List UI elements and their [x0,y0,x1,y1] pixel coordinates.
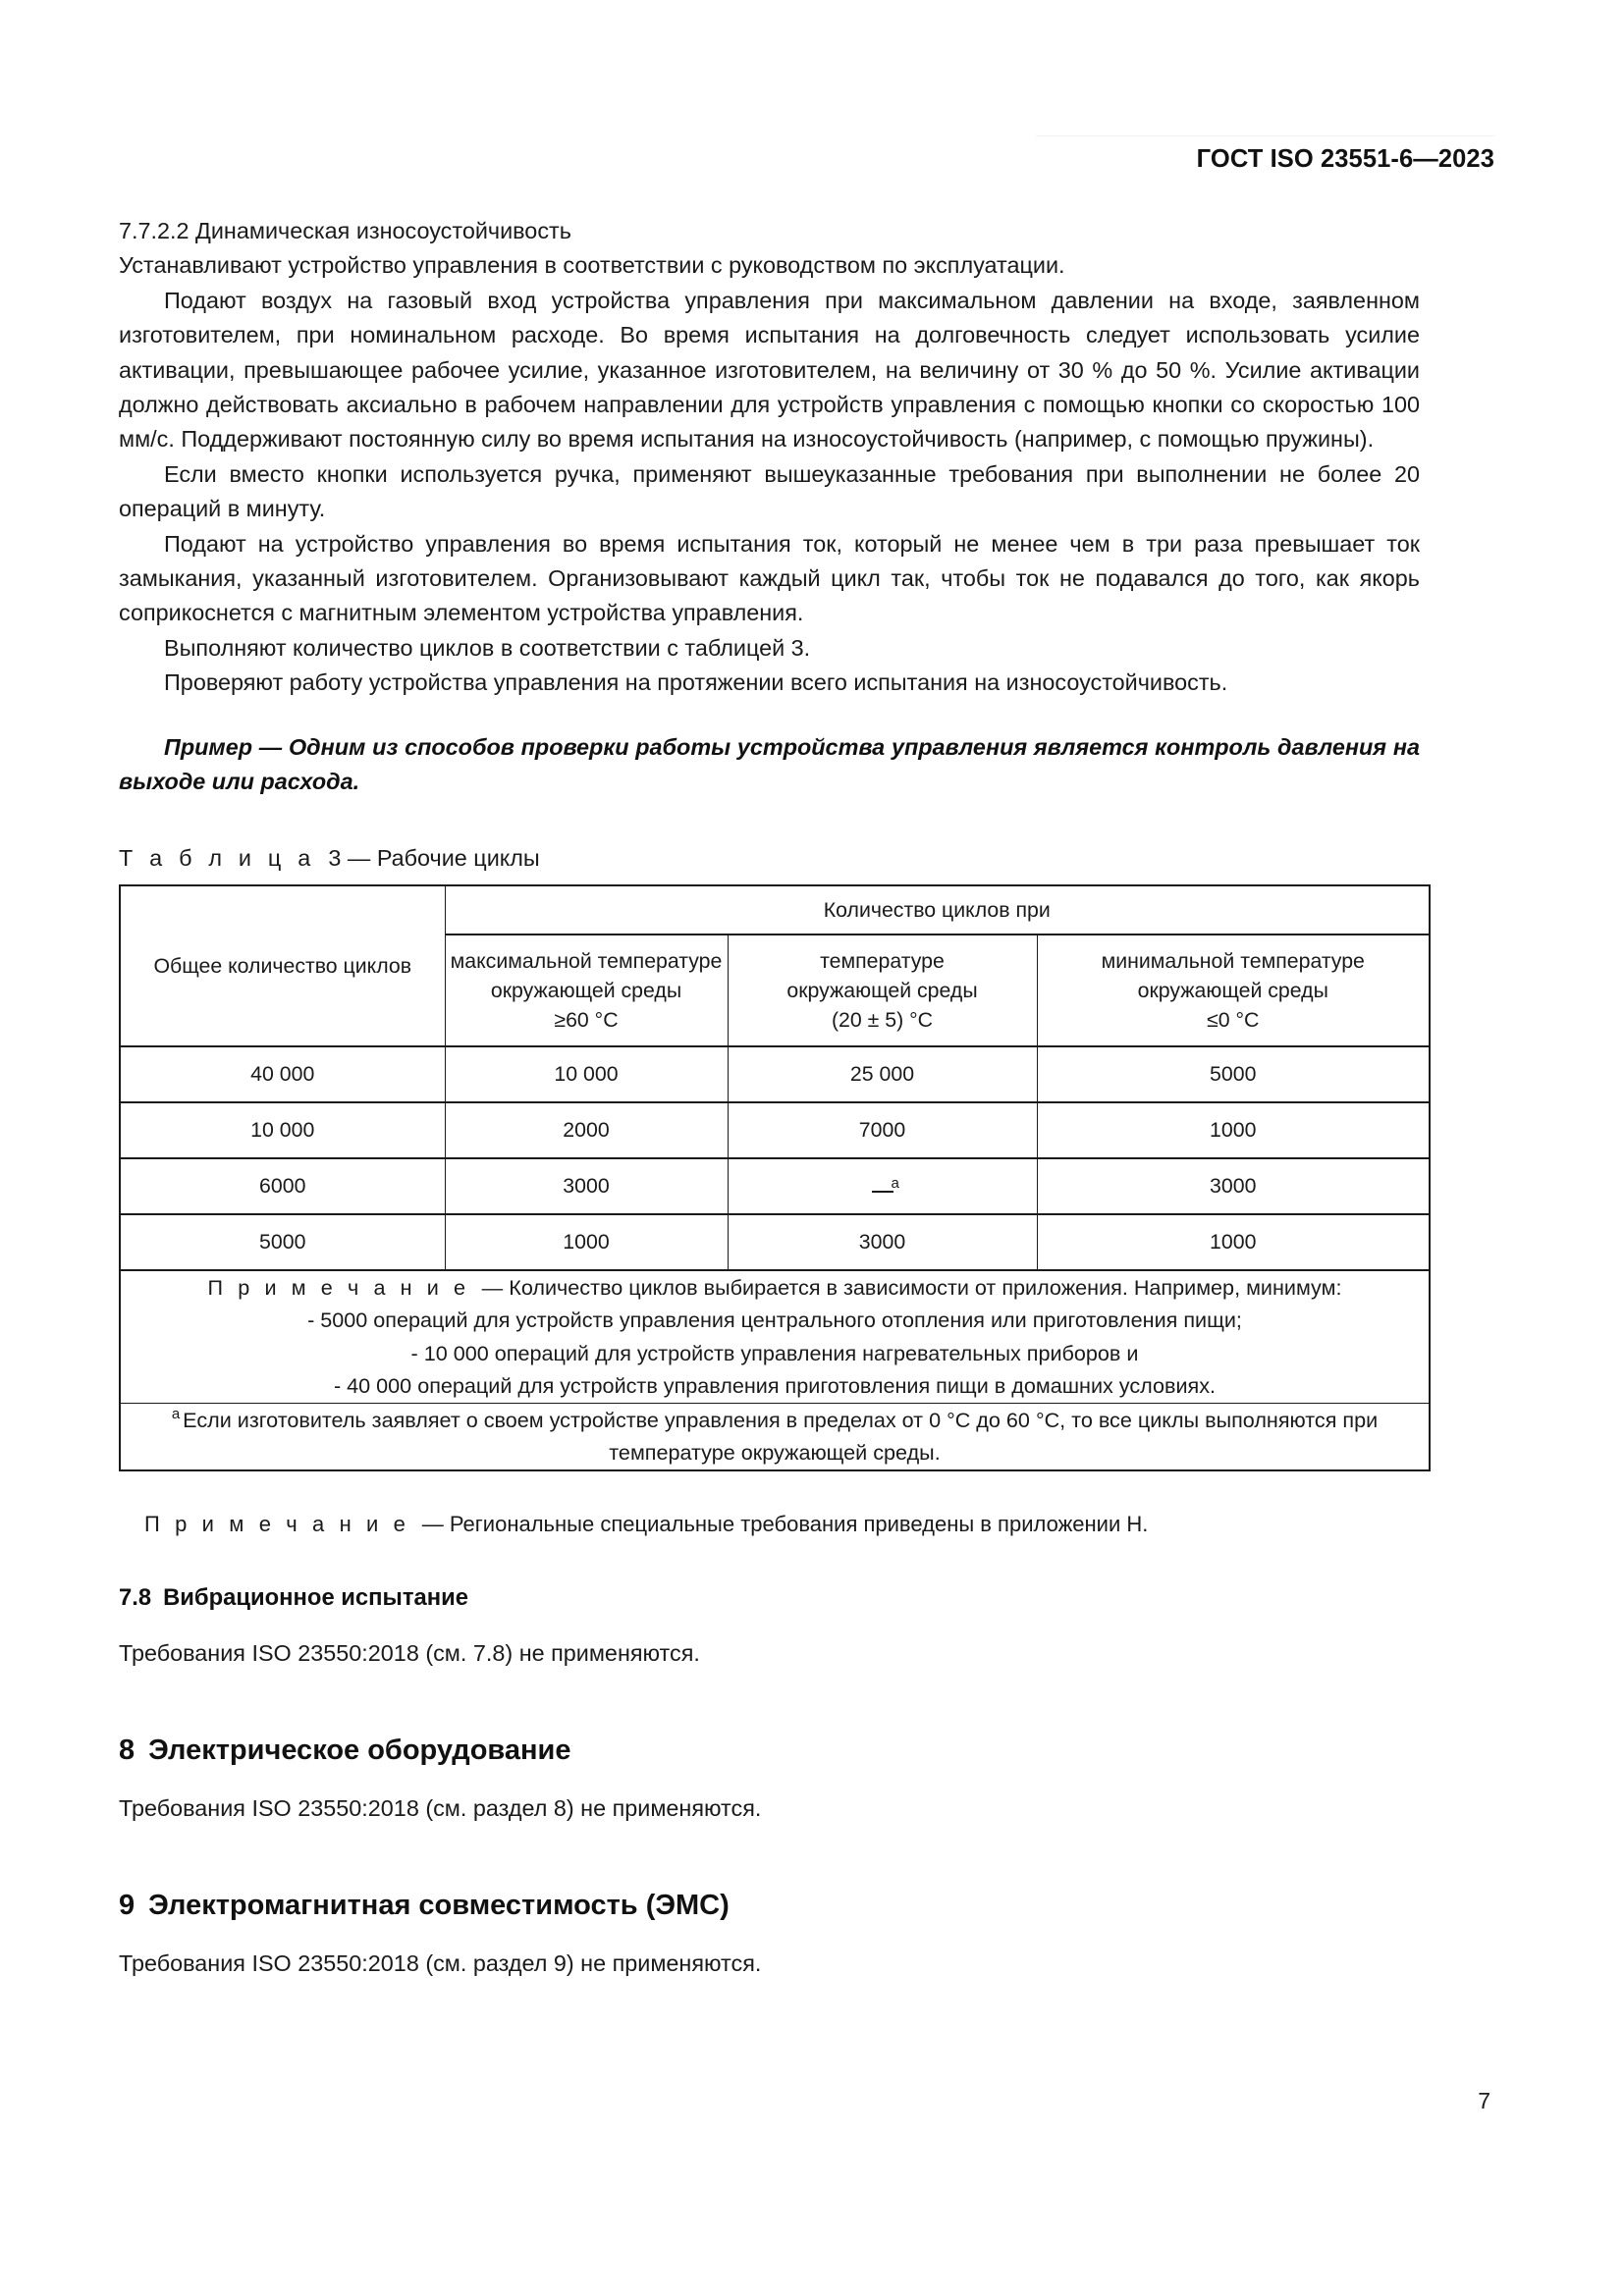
cell-total-cycles: 40 000 [120,1046,445,1102]
table-note-items [121,1304,1429,1403]
cell-min-temp: 3000 [1037,1158,1430,1214]
table-row [120,1102,1430,1158]
subsection-number: 7.8 [119,1583,152,1611]
note-after-table [119,1471,1420,1540]
table-row [120,1214,1430,1270]
list-item: - 40 000 операций для устройств управления приготовления пищи в домашних условиях. [333,1373,1217,1398]
clause-heading-7-7-2-2: 7.7.2.2 Динамическая износоустойчивость [119,218,571,243]
table-header-row-group [120,885,1430,934]
table-note-row [120,1270,1430,1404]
list-item: - 10 000 операций для устройств управления нагревательных приборов и [410,1340,1139,1365]
note-after-dash: — [421,1511,444,1536]
section-8-text: Требования ISO 23550:2018 (см. раздел 8) не применяются. [119,1794,762,1821]
note-after-label: П р и м е ч а н и е [144,1511,410,1536]
example-note: Пример — Одним из способов проверки работы устройства управления является контроль давления на выходе или расхода. [119,733,1420,795]
cell-max-temp: 3000 [445,1158,728,1214]
cell-min-temp: 5000 [1037,1046,1430,1102]
table-note-dash: — [481,1274,504,1300]
standard-identifier: ГОСТ ISO 23551-6—2023 [1196,145,1494,173]
cell-max-temp: 2000 [445,1102,728,1158]
table-caption-dash: — [347,844,371,871]
cell-max-temp: 1000 [445,1214,728,1270]
subsection-heading-7-8 [119,1540,1420,1614]
section-number: 8 [119,1734,135,1766]
cell-total-cycles: 10 000 [120,1102,445,1158]
paragraph-verify-operation: Проверяют работу устройства управления на протяжении всего испытания на износоустойчивость. [164,669,1228,696]
page-content [119,214,1420,1982]
table-note [120,1270,1430,1404]
max-temp-line-1: максимальной температуре [450,948,723,973]
cell-ambient: 25 000 [728,1046,1037,1102]
min-temp-line-3: ≤0 °C [1207,1007,1260,1032]
ambient-temp-line-3: (20 ± 5) °C [831,1007,934,1032]
max-temp-line-3: ≥60 °C [554,1007,619,1032]
footnote-marker-a: a [171,1406,181,1423]
cell-total-cycles: 6000 [120,1158,445,1214]
table-header-group-cycles-at: Количество циклов при [445,885,1430,934]
table-header-min-temp [1037,934,1430,1046]
footnote-text: Если изготовитель заявляет о своем устройстве управления в пределах от 0 °C до 60 °C, то все циклы выполняются при температуре окружающей среды. [183,1407,1379,1465]
max-temp-line-2: окружающей среды [490,978,682,1002]
cell-ambient: 3000 [728,1214,1037,1270]
cell-ambient-not-applicable [728,1158,1037,1214]
footnote-marker-a: a [891,1175,899,1193]
section-number: 9 [119,1890,135,1922]
page-header [0,0,1624,201]
section-heading-8 [119,1671,1420,1769]
table-note-label: П р и м е ч а н и е [207,1274,470,1300]
table-caption-number: 3 [328,844,342,871]
ambient-temp-line-2: окружающей среды [786,978,978,1002]
table-note-first-line [121,1271,1429,1305]
paragraph-install: Устанавливают устройство управления в соответствии с руководством по эксплуатации. [119,252,1065,279]
table-header-total-cycles: Общее количество циклов [120,885,445,1046]
section-title: Электрическое оборудование [148,1734,571,1766]
table-row [120,1158,1430,1214]
header-divider [1036,135,1494,136]
table-caption [119,800,1420,884]
paragraph-air-supply: Подают воздух на газовый вход устройства управления при максимальном давлении на входе, заявленном изготовителем, при номинальном расходе. Во время испытания на долговечность следует использовать усилие активации, превышающее рабочее усилие, указанное изготовителем, на величину от 30 % до 50 %. Усилие активации должно действовать аксиально в рабочем направлении для устройств управления с помощью кнопки со скоростью 100 мм/с. Поддерживают постоянную силу во время испытания на износоустойчивость (например, с помощью пружины). [119,287,1420,453]
section-title: Электромагнитная совместимость (ЭМС) [148,1890,730,1922]
table-header-ambient-temp [728,934,1037,1046]
table-footnote-row [120,1403,1430,1470]
ambient-temp-line-1: температуре [820,948,945,973]
table-caption-label: Т а б л и ц а [119,844,316,871]
min-temp-line-2: окружающей среды [1137,978,1328,1002]
cell-total-cycles: 5000 [120,1214,445,1270]
table-row [120,1046,1430,1102]
table-caption-title: Рабочие циклы [376,844,540,871]
list-item: - 5000 операций для устройств управления центрального отопления или приготовления пищи; [307,1308,1242,1332]
note-after-text: Региональные специальные требования приведены в приложении Н. [449,1511,1149,1536]
paragraph-cycle-count: Выполняют количество циклов в соответствии с таблицей 3. [164,634,811,661]
section-9-text: Требования ISO 23550:2018 (см. раздел 9) не применяются. [119,1950,762,1977]
em-dash-glyph [872,1191,893,1193]
cell-min-temp: 1000 [1037,1102,1430,1158]
table-note-text: Количество циклов выбирается в зависимости от приложения. Например, минимум: [509,1274,1342,1300]
cell-max-temp: 10 000 [445,1046,728,1102]
page-number: 7 [1478,2088,1490,2113]
table-footnote [120,1403,1430,1470]
min-temp-line-1: минимальной температуре [1101,948,1365,973]
subsection-title: Вибрационное испытание [163,1583,468,1611]
paragraph-handle: Если вместо кнопки используется ручка, применяют вышеуказанные требования при выполнении не более 20 операций в минуту. [119,460,1420,522]
subsection-7-8-text: Требования ISO 23550:2018 (см. 7.8) не применяются. [119,1639,700,1666]
working-cycles-table [119,884,1431,1471]
section-heading-9 [119,1826,1420,1924]
paragraph-current: Подают на устройство управления во время испытания ток, который не менее чем в три раза превышает ток замыкания, указанный изготовителем. Организовывают каждый цикл так, чтобы ток не подавался до того, как якорь соприкоснется с магнитным элементом устройства управления. [119,530,1420,626]
cell-ambient: 7000 [728,1102,1037,1158]
table-header-max-temp [445,934,728,1046]
dash-with-footnote [872,1175,899,1193]
cell-min-temp: 1000 [1037,1214,1430,1270]
